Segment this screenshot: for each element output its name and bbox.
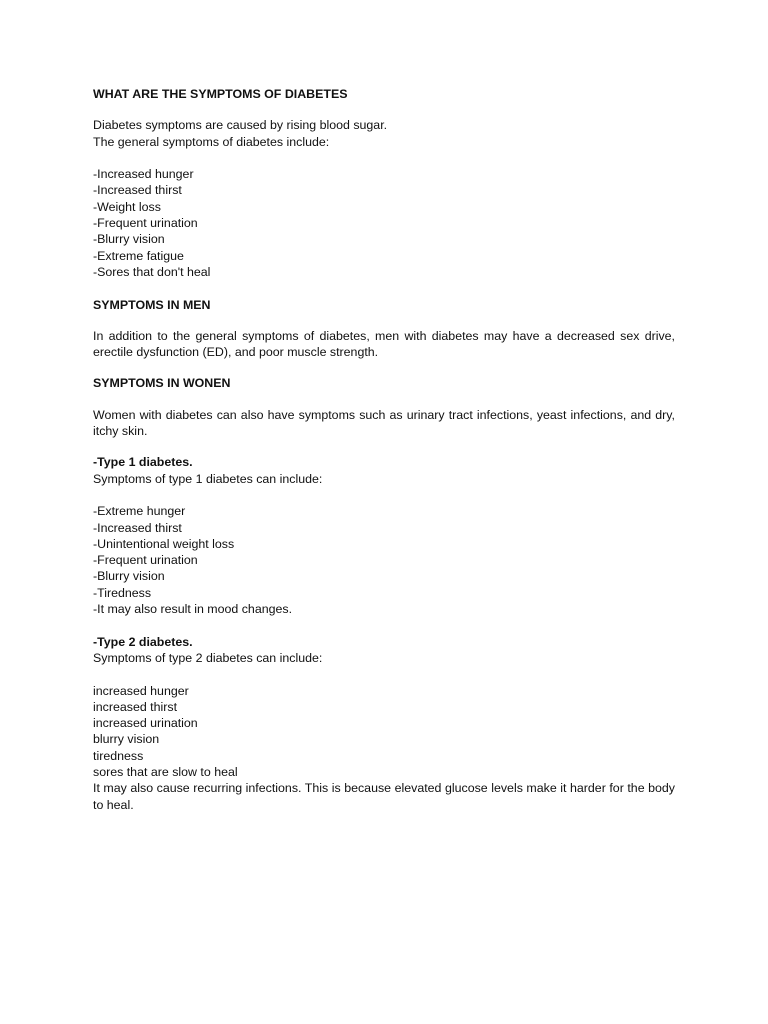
list-item: increased hunger	[93, 683, 189, 698]
main-heading: WHAT ARE THE SYMPTOMS OF DIABETES	[93, 87, 348, 101]
type2-intro: Symptoms of type 2 diabetes can include:	[93, 650, 323, 665]
list-item: -Frequent urination	[93, 216, 198, 231]
spacer	[93, 150, 675, 166]
list-item: increased urination	[93, 716, 198, 731]
list-item: -Extreme fatigue	[93, 248, 184, 263]
list-item: -Increased thirst	[93, 183, 182, 198]
list-item: blurry vision	[93, 732, 160, 747]
spacer	[93, 487, 675, 503]
type1-symptoms-list	[93, 503, 675, 617]
spacer	[93, 617, 675, 633]
list-item: -Increased thirst	[93, 520, 182, 535]
intro-line-1: Diabetes symptoms are caused by rising blood sugar.	[93, 118, 388, 133]
list-item: -It may also result in mood changes.	[93, 602, 293, 617]
spacer	[93, 360, 675, 375]
general-symptoms-list	[93, 166, 675, 280]
intro-line-2: The general symptoms of diabetes include:	[93, 134, 330, 149]
women-paragraph: Women with diabetes can also have symptoms such as urinary tract infections, yeast infections, and dry, itchy skin.	[93, 407, 675, 439]
document-page	[93, 86, 675, 813]
type1-intro: Symptoms of type 1 diabetes can include:	[93, 471, 323, 486]
women-heading: SYMPTOMS IN WONEN	[93, 376, 231, 391]
spacer	[93, 280, 675, 296]
list-item: tiredness	[93, 748, 144, 763]
list-item: -Sores that don't heal	[93, 264, 211, 279]
list-item: -Tiredness	[93, 585, 152, 600]
spacer	[93, 313, 675, 328]
type2-closing-paragraph: It may also cause recurring infections. This is because elevated glucose levels make it harder for the body to heal.	[93, 781, 675, 812]
list-item: -Blurry vision	[93, 232, 165, 247]
list-item: sores that are slow to heal	[93, 764, 238, 779]
men-heading: SYMPTOMS IN MEN	[93, 297, 211, 312]
list-item: -Unintentional weight loss	[93, 536, 235, 551]
men-paragraph: In addition to the general symptoms of diabetes, men with diabetes may have a decreased sex drive, erectile dysfunction (ED), and poor muscle strength.	[93, 328, 675, 360]
spacer	[93, 102, 675, 117]
spacer	[93, 392, 675, 407]
type2-heading: -Type 2 diabetes.	[93, 634, 193, 649]
type1-heading: -Type 1 diabetes.	[93, 455, 193, 470]
list-item: -Extreme hunger	[93, 504, 186, 519]
list-item: -Increased hunger	[93, 167, 194, 182]
list-item: increased thirst	[93, 699, 178, 714]
spacer	[93, 439, 675, 454]
spacer	[93, 666, 675, 682]
list-item: -Blurry vision	[93, 569, 165, 584]
type2-symptoms-list	[93, 683, 675, 781]
list-item: -Weight loss	[93, 199, 161, 214]
list-item: -Frequent urination	[93, 553, 198, 568]
